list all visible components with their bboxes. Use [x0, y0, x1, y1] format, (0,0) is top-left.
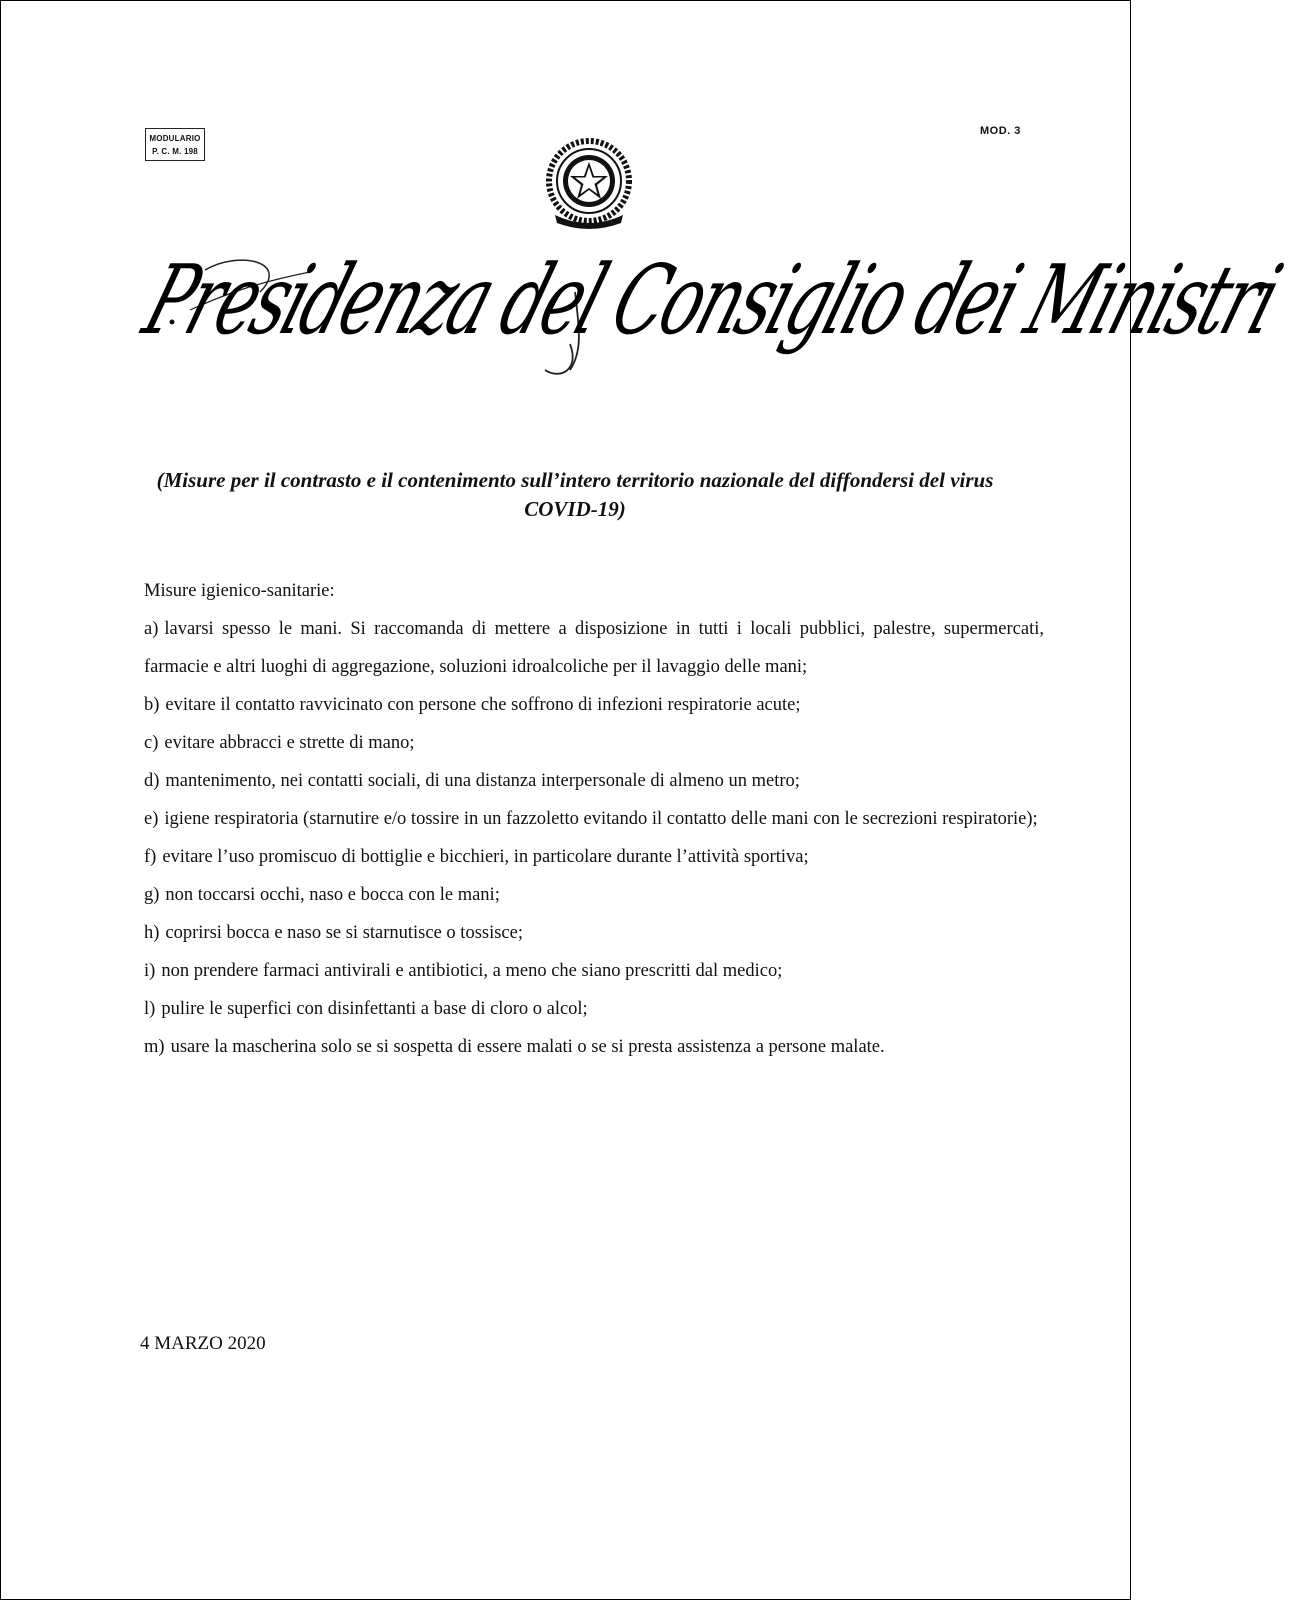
mod-label: MOD. 3	[980, 125, 1021, 137]
item-text: coprirsi bocca e naso se si starnutisce o tossisce;	[165, 923, 523, 943]
item-text: evitare l’uso promiscuo di bottiglie e bicchieri, in particolare durante l’attività sportiva;	[162, 847, 809, 867]
list-item	[144, 952, 1044, 990]
item-letter: l)	[144, 999, 156, 1019]
item-text: evitare il contatto ravvicinato con persone che soffrono di infezioni respiratorie acute;	[165, 695, 801, 715]
list-item	[144, 610, 1044, 686]
item-letter: e)	[144, 809, 159, 829]
item-letter: f)	[144, 847, 157, 867]
list-item	[144, 876, 1044, 914]
item-text: pulire le superfici con disinfettanti a base di cloro o alcol;	[161, 999, 588, 1019]
modulario-stamp	[145, 128, 205, 161]
item-letter: h)	[144, 923, 160, 943]
list-item	[144, 838, 1044, 876]
measures-heading: Misure igienico-sanitarie:	[144, 581, 335, 601]
document-subject	[90, 466, 1060, 524]
item-text: mantenimento, nei contatti sociali, di una distanza interpersonale di almeno un metro;	[165, 771, 800, 791]
list-item	[144, 800, 1044, 838]
letterhead	[131, 244, 1291, 382]
item-text: non toccarsi occhi, naso e bocca con le mani;	[165, 885, 500, 905]
item-text: usare la mascherina solo se si sospetta di essere malati o se si presta assistenza a persone malate.	[170, 1037, 885, 1057]
list-item	[144, 686, 1044, 724]
item-text: lavarsi spesso le mani. Si raccomanda di mettere a disposizione in tutti i locali pubblici, palestre, supermercati, farmacie e altri luoghi di aggregazione, soluzioni idroalcoliche per il lavaggio delle mani;	[144, 619, 1044, 677]
item-letter: b)	[144, 695, 160, 715]
list-item	[144, 990, 1044, 1028]
document-date: 4 MARZO 2020	[140, 1333, 266, 1354]
item-letter: a)	[144, 619, 159, 639]
modulario-line-2: P. C. M. 198	[152, 147, 198, 156]
list-item	[144, 724, 1044, 762]
item-text: non prendere farmaci antivirali e antibiotici, a meno che siano prescritti dal medico;	[161, 961, 783, 981]
item-letter: c)	[144, 733, 159, 753]
item-letter: d)	[144, 771, 160, 791]
list-item	[144, 1028, 1044, 1066]
item-letter: i)	[144, 961, 156, 981]
subject-line-1: (Misure per il contrasto e il contenimento sull’intero territorio nazionale del diffondersi del virus	[156, 468, 994, 492]
measures-list	[144, 572, 1044, 1066]
item-text: evitare abbracci e strette di mano;	[164, 733, 415, 753]
letterhead-title: Presidenza del Consiglio dei Ministri	[131, 244, 1291, 357]
item-text: igiene respiratoria (starnutire e/o tossire in un fazzoletto evitando il contatto delle mani con le secrezioni respiratorie);	[164, 809, 1038, 829]
list-item	[144, 914, 1044, 952]
italian-republic-emblem-icon	[541, 135, 637, 231]
list-item	[144, 762, 1044, 800]
subject-line-2: COVID-19)	[524, 497, 626, 521]
item-letter: g)	[144, 885, 160, 905]
item-letter: m)	[144, 1037, 165, 1057]
modulario-line-1: MODULARIO	[149, 134, 201, 143]
